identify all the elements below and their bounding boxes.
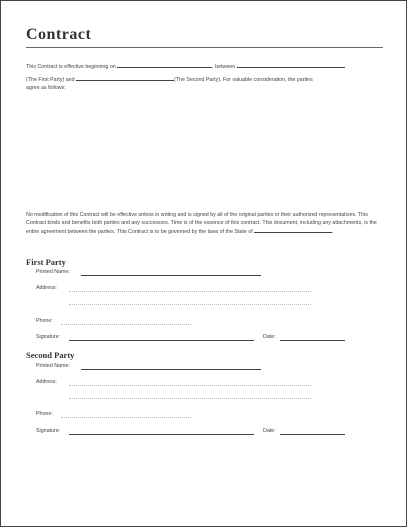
intro-text-first-party: (The First Party) and	[26, 77, 75, 83]
first-party-phone-label: Phone:	[36, 318, 53, 324]
closing-period: .	[332, 229, 334, 236]
second-party-signature-label: Signature:	[36, 428, 61, 434]
intro-line-3	[26, 85, 66, 92]
first-party-printed-name-field[interactable]	[81, 275, 261, 276]
intro-text-effective: This Contract is effective beginning on	[26, 64, 116, 70]
second-party-heading: Second Party	[26, 350, 75, 360]
second-party-date-field[interactable]	[280, 434, 345, 435]
second-party-printed-name-label: Printed Name:	[36, 363, 70, 369]
second-party-address-field-2[interactable]	[69, 398, 311, 399]
second-party-address-label: Address:	[36, 379, 57, 385]
first-party-address-field-2[interactable]	[69, 304, 311, 305]
first-party-phone-field[interactable]	[61, 324, 191, 325]
first-party-heading: First Party	[26, 257, 66, 267]
effective-date-field[interactable]	[117, 62, 212, 68]
intro-text-between: , between	[212, 64, 236, 70]
first-party-name-field[interactable]	[237, 62, 345, 68]
intro-line-2	[26, 75, 313, 84]
first-party-signature-field[interactable]	[69, 340, 254, 341]
first-party-printed-name-label: Printed Name:	[36, 269, 70, 275]
intro-line-1	[26, 62, 345, 71]
first-party-address-label: Address:	[36, 285, 57, 291]
second-party-phone-field[interactable]	[61, 417, 191, 418]
second-party-name-field[interactable]	[76, 75, 174, 81]
closing-paragraph	[26, 212, 378, 237]
second-party-date-label: Date:	[263, 428, 276, 434]
title-divider	[26, 47, 383, 48]
second-party-address-field-1[interactable]	[69, 385, 311, 386]
intro-text-agree: agree as follows:	[26, 85, 66, 91]
closing-text: No modification of this Contract will be effective unless in writing and is signed by all of the original parties or their authorized representatives. This Contract binds and benefits both parties and any successors. Time is of the essence of this contract. This document, including any attachments, is the entire agreement between the parties. This Contract is to be governed by the laws of the State of	[26, 212, 377, 236]
document-title: Contract	[26, 26, 92, 43]
first-party-date-label: Date:	[263, 334, 276, 340]
second-party-printed-name-field[interactable]	[81, 369, 261, 370]
second-party-signature-field[interactable]	[69, 434, 254, 435]
intro-text-second-party: (The Second Party). For valuable consideration, the parties	[174, 77, 313, 83]
first-party-address-field-1[interactable]	[69, 291, 311, 292]
second-party-phone-label: Phone:	[36, 411, 53, 417]
governing-state-field[interactable]	[254, 227, 334, 236]
first-party-date-field[interactable]	[280, 340, 345, 341]
first-party-signature-label: Signature:	[36, 334, 61, 340]
